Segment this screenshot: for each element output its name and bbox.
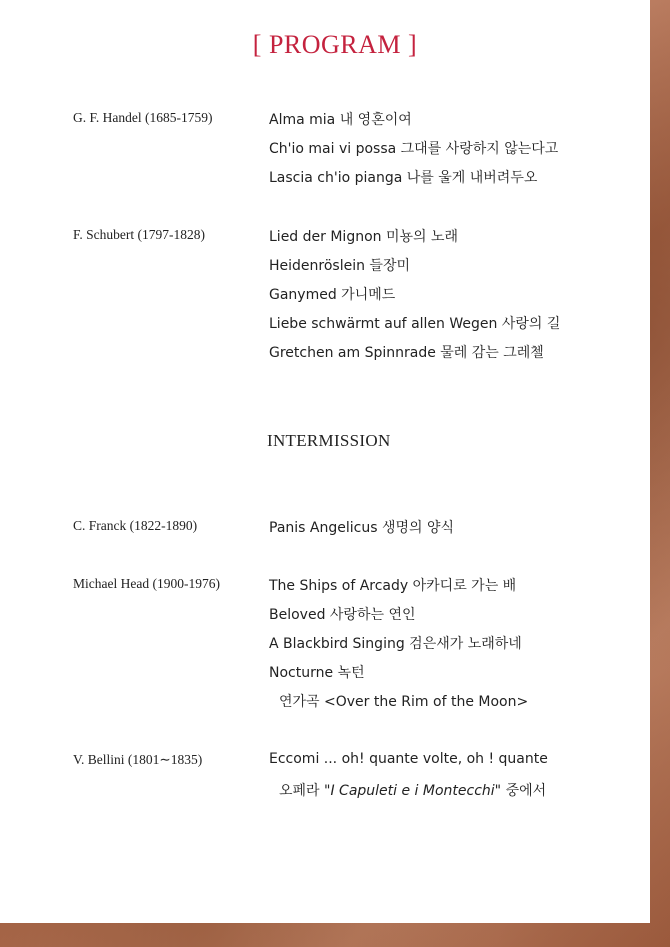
work-item: Eccomi ... oh! quante volte, oh ! quante — [269, 751, 548, 767]
work-item: Heidenröslein 들장미 — [269, 258, 410, 274]
composer-head: Michael Head (1900-1976) — [73, 576, 220, 591]
work-item: Ganymed 가니메드 — [269, 287, 396, 303]
opera-note-suffix: 중에서 — [501, 783, 547, 799]
composer-bellini: V. Bellini (1801∼1835) — [73, 752, 203, 767]
work-item: Ch'io mai vi possa 그대를 사랑하지 않는다고 — [269, 141, 559, 157]
composer-schubert: F. Schubert (1797-1828) — [73, 227, 206, 242]
opera-note-prefix: 오페라 — [279, 783, 325, 799]
work-item: A Blackbird Singing 검은새가 노래하네 — [269, 636, 522, 652]
work-item: Panis Angelicus 생명의 양식 — [269, 520, 455, 536]
work-item: Liebe schwärmt auf allen Wegen 사랑의 길 — [269, 316, 561, 332]
work-item: Beloved 사랑하는 연인 — [269, 607, 416, 623]
work-item: Alma mia 내 영혼이여 — [269, 112, 412, 128]
opera-title: "I Capuleti e i Montecchi" — [324, 783, 502, 799]
work-item: Nocturne 녹턴 — [269, 665, 365, 681]
work-item: Lascia ch'io pianga 나를 울게 내버려두오 — [269, 170, 538, 186]
composer-franck: C. Franck (1822-1890) — [73, 518, 198, 533]
work-item: Lied der Mignon 미뇽의 노래 — [269, 229, 459, 245]
composer-handel: G. F. Handel (1685-1759) — [73, 110, 213, 125]
work-item: Gretchen am Spinnrade 물레 감는 그레첼 — [269, 345, 544, 361]
work-item: The Ships of Arcady 아카디로 가는 배 — [269, 578, 517, 594]
intermission-heading: INTERMISSION — [267, 431, 391, 450]
page-title: [ PROGRAM ] — [252, 30, 418, 59]
work-item: 연가곡 <Over the Rim of the Moon> — [279, 694, 529, 710]
opera-note — [279, 780, 546, 800]
